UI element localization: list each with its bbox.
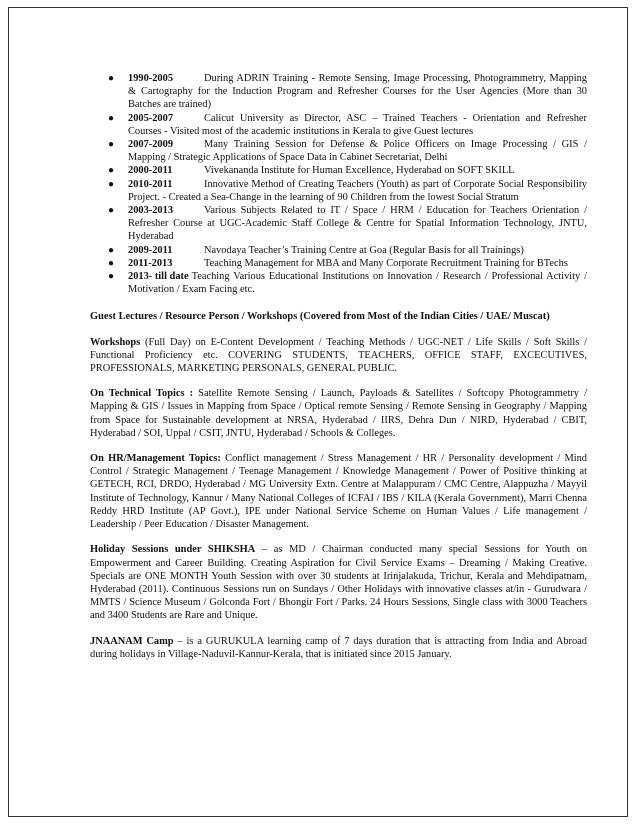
bullet-icon: ● — [108, 165, 115, 177]
entry-description: Teaching Management for MBA and Many Corporate Recruitment Training for BTechs — [204, 257, 568, 269]
bullet-icon: ● — [108, 112, 115, 124]
entry-description: During ADRIN Training - Remote Sensing, Image Processing, Photogrammetry, Mapping & Cartography for the Induction Program and Refresher Courses for the User Agencies (More than 30 Batches are trained) — [128, 73, 587, 111]
holiday-sessions-label: Holiday Sessions under SHIKSHA — [90, 544, 256, 556]
training-list — [90, 72, 587, 296]
entry-description: Vivekananda Institute for Human Excellence, Hyderabad on SOFT SKILL — [204, 165, 515, 177]
bullet-icon: ● — [108, 244, 115, 256]
training-entry — [90, 204, 587, 244]
training-entry — [90, 164, 587, 177]
entry-years: 2000-2011 — [128, 165, 173, 177]
hr-topics-label: On HR/Management Topics: — [90, 453, 221, 465]
jnaanam-camp-text: – is a GURUKULA learning camp of 7 days duration that is attracting from India and Abroad during holidays in Village-Naduvil-Kannur-Kerala, that is initiated since 2015 January. — [90, 635, 587, 660]
hr-topics-text: Conflict management / Stress Management / HR / Personality development / Mind Control / Strategic Management / Teenage Management / Knowledge Management / Power of Positive thinking at GETECH, RCI, DRDO, Hyderabad / MG University Extn. Centre at Malappuram / CMC Centre, Alappuzha / Mayyil Institute of Technology, Kannur / Many National Colleges of ICFAI / IBS / KILA (Kerala Government), Marri Chenna Reddy HRD Institute (AP Govt.), IPE under National Service Scheme on Human Values / Life management / Leadership / Peer Education / Disaster Management. — [90, 453, 587, 531]
entry-description: Innovative Method of Creating Teachers (Youth) as part of Corporate Social Responsibility Project. - Created a Sea-Change in the learning of 90 Children from the lowest Social Stratum — [128, 178, 587, 203]
training-entry — [90, 257, 587, 270]
holiday-sessions-paragraph — [90, 543, 587, 622]
document-body — [90, 72, 587, 661]
entry-description: Many Training Session for Defense & Police Officers on Image Processing / GIS / Mapping / Strategic Applications of Space Data in Cabinet Secretariat, Delhi — [128, 139, 587, 164]
bullet-icon: ● — [108, 139, 115, 151]
jnaanam-camp-label: JNAANAM Camp — [90, 635, 174, 647]
entry-years: 1990-2005 — [128, 73, 174, 84]
technical-topics-paragraph — [90, 387, 587, 440]
training-entry — [90, 178, 587, 204]
technical-topics-label: On Technical Topics : — [90, 388, 194, 400]
entry-years: 2009-2011 — [128, 244, 173, 256]
hr-topics-paragraph — [90, 452, 587, 531]
technical-topics-text: Satellite Remote Sensing / Launch, Payloads & Satellites / Softcopy Photogrammetry / Mapping & GIS / Issues in Mapping from Space / Optical remote Sensing / Remote Sensing in Geography / Mapping from Space for Sustainable development at NRSA, Hyderabad / IIRS, Dehra Dun / NIRD, Hyderabad / CBIT, Hyderabad / SOI, Uppal / CSIT, JNTU, Hyderabad / Schools & Colleges. — [90, 388, 587, 439]
bullet-icon: ● — [108, 178, 115, 190]
training-entry — [90, 112, 587, 138]
entry-years: 2003-2013 — [128, 205, 174, 217]
bullet-icon: ● — [108, 257, 115, 269]
entry-description: Teaching Various Educational Institutions on Innovation / Research / Professional Activity / Motivation / Exam Facing etc. — [128, 271, 587, 296]
guest-lectures-heading: Guest Lectures / Resource Person / Workshops (Covered from Most of the Indian Cities / UAE/ Muscat) — [90, 311, 550, 323]
entry-description: Calicut University as Director, ASC – Trained Teachers - Orientation and Refresher Courses - Visited most of the academic institutions in Kerala to give Guest lectures — [128, 112, 587, 137]
training-entry — [90, 138, 587, 164]
holiday-sessions-text: – as MD / Chairman conducted many special Sessions for Youth on Empowerment and Career Building. Creating Aspiration for Civil Service Exams – Dreaming / Making Creative. Specials are ONE MONTH Youth Session with over 30 students at Irinjalakuda, Trichur, Kerala and Mehdipatnam, Hyderabad (2011). Continuous Sessions run on Sundays / Other Holidays with innovative classes at/in - Gurudwara / MMTS / Science Museum / Golconda Fort / Bhongir Fort / Parks. 24 Hours Sessions, Single class with 3000 Teachers and 3400 Students are Rare and Unique. — [90, 544, 587, 622]
entry-description: Navodaya Teacher’s Training Centre at Goa (Regular Basis for all Trainings) — [204, 244, 524, 256]
bullet-icon: ● — [108, 271, 115, 283]
entry-years: 2010-2011 — [128, 178, 173, 190]
entry-years: 2005-2007 — [128, 112, 174, 124]
entry-years: 2007-2009 — [128, 139, 174, 151]
jnaanam-camp-paragraph — [90, 635, 587, 661]
workshops-paragraph — [90, 336, 587, 376]
entry-description: Various Subjects Related to IT / Space / HRM / Education for Teachers Orientation / Refresher Course at UGC-Academic Staff College & Centre for Spatial Information Technology, JNTU, Hyderabad — [128, 205, 587, 243]
training-entry — [90, 244, 587, 257]
bullet-icon: ● — [108, 73, 115, 84]
workshops-text: (Full Day) on E-Content Development / Teaching Methods / UGC-NET / Life Skills / Soft Skills / Functional Proficiency etc. COVERING STUDENTS, TEACHERS, OFFICE STAFF, EXCECUTIVES, PROFESSIONALS, MARKETING PERSONALS, GENERAL PUBLIC. — [90, 336, 587, 375]
training-entry — [90, 270, 587, 296]
bullet-icon: ● — [108, 205, 115, 217]
workshops-label: Workshops — [90, 336, 141, 348]
entry-years: 2011-2013 — [128, 257, 173, 269]
entry-years: 2013- till date — [128, 271, 189, 283]
training-entry — [90, 72, 587, 112]
